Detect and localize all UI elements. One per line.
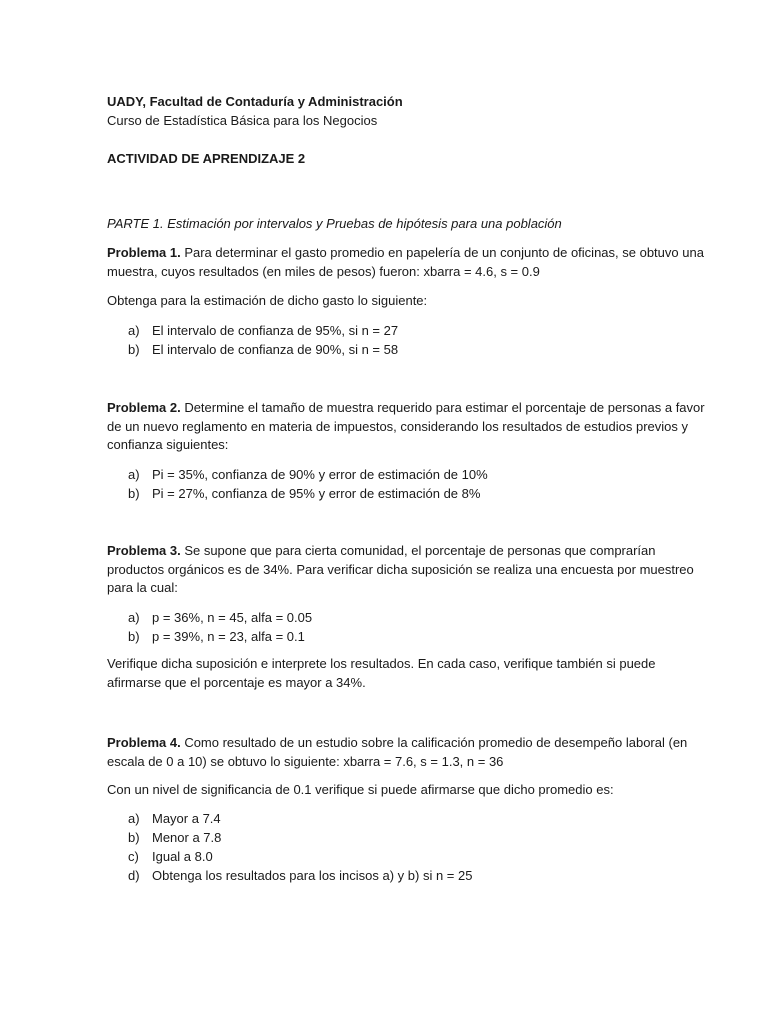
list-item: [107, 484, 708, 503]
list-item-text: El intervalo de confianza de 95%, si n = 27: [152, 323, 399, 338]
list-item: [107, 465, 708, 484]
list-marker: c): [128, 849, 139, 864]
course-title: Curso de Estadística Básica para los Negocios: [107, 113, 378, 128]
list-item: [107, 866, 708, 885]
activity-title: ACTIVIDAD DE APRENDIZAJE 2: [107, 151, 306, 166]
list-item-text: Mayor a 7.4: [152, 811, 221, 826]
list-item-text: p = 36%, n = 45, alfa = 0.05: [152, 610, 313, 625]
list-item: [107, 321, 708, 340]
list-marker: a): [128, 467, 140, 482]
list-marker: b): [128, 342, 140, 357]
list-marker: a): [128, 610, 140, 625]
problem-3-text: Se supone que para cierta comunidad, el porcentaje de personas que comprarían productos orgánicos es de 34%. Para verificar dicha suposición se realiza una encuesta por muestreo para la cual:: [107, 543, 694, 595]
list-item-text: Igual a 8.0: [152, 849, 213, 864]
list-marker: b): [128, 486, 140, 501]
problem-2-label: Problema 2.: [107, 400, 181, 415]
problem-4-intro: Con un nivel de significancia de 0.1 verifique si puede afirmarse que dicho promedio es:: [107, 782, 614, 797]
institution-title: UADY, Facultad de Contaduría y Administración: [107, 94, 403, 109]
problem-4-label: Problema 4.: [107, 735, 181, 750]
list-item-text: p = 39%, n = 23, alfa = 0.1: [152, 629, 305, 644]
list-item-text: Obtenga los resultados para los incisos a) y b) si n = 25: [152, 868, 473, 883]
problem-2-text: Determine el tamaño de muestra requerido para estimar el porcentaje de personas a favor de un nuevo reglamento en materia de impuestos, considerando los resultados de estudios previos y confianza siguientes:: [107, 400, 705, 452]
list-marker: a): [128, 323, 140, 338]
list-item-text: Pi = 35%, confianza de 90% y error de estimación de 10%: [152, 467, 488, 482]
problem-3-label: Problema 3.: [107, 543, 181, 558]
list-item: [107, 828, 708, 847]
part1-title: PARTE 1. Estimación por intervalos y Pruebas de hipótesis para una población: [107, 216, 562, 231]
problem-1-statement: [107, 244, 708, 281]
problem-3-list: [107, 608, 708, 646]
list-marker: a): [128, 811, 140, 826]
problem-1-intro: Obtenga para la estimación de dicho gasto lo siguiente:: [107, 293, 428, 308]
list-marker: b): [128, 830, 140, 845]
problem-4-text: Como resultado de un estudio sobre la calificación promedio de desempeño laboral (en escala de 0 a 10) se obtuvo lo siguiente: xbarra = 7.6, s = 1.3, n = 36: [107, 735, 688, 769]
problem-1-label: Problema 1.: [107, 245, 181, 260]
problem-4-list: [107, 809, 708, 885]
problem-2-statement: [107, 399, 708, 455]
list-item: [107, 608, 708, 627]
list-marker: b): [128, 629, 140, 644]
problem-3-statement: [107, 542, 708, 598]
problem-2-list: [107, 465, 708, 503]
list-item-text: Pi = 27%, confianza de 95% y error de estimación de 8%: [152, 486, 481, 501]
list-marker: d): [128, 868, 140, 883]
problem-1-text: Para determinar el gasto promedio en papelería de un conjunto de oficinas, se obtuvo una muestra, cuyos resultados (en miles de pesos) fueron: xbarra = 4.6, s = 0.9: [107, 245, 704, 279]
problem-4-statement: [107, 734, 708, 771]
problem-1-list: [107, 321, 708, 359]
list-item: [107, 340, 708, 359]
list-item-text: El intervalo de confianza de 90%, si n = 58: [152, 342, 399, 357]
list-item-text: Menor a 7.8: [152, 830, 222, 845]
list-item: [107, 627, 708, 646]
problem-3-outro: Verifique dicha suposición e interprete los resultados. En cada caso, verifique también si puede afirmarse que el porcentaje es mayor a 34%.: [107, 656, 656, 690]
list-item: [107, 809, 708, 828]
list-item: [107, 847, 708, 866]
